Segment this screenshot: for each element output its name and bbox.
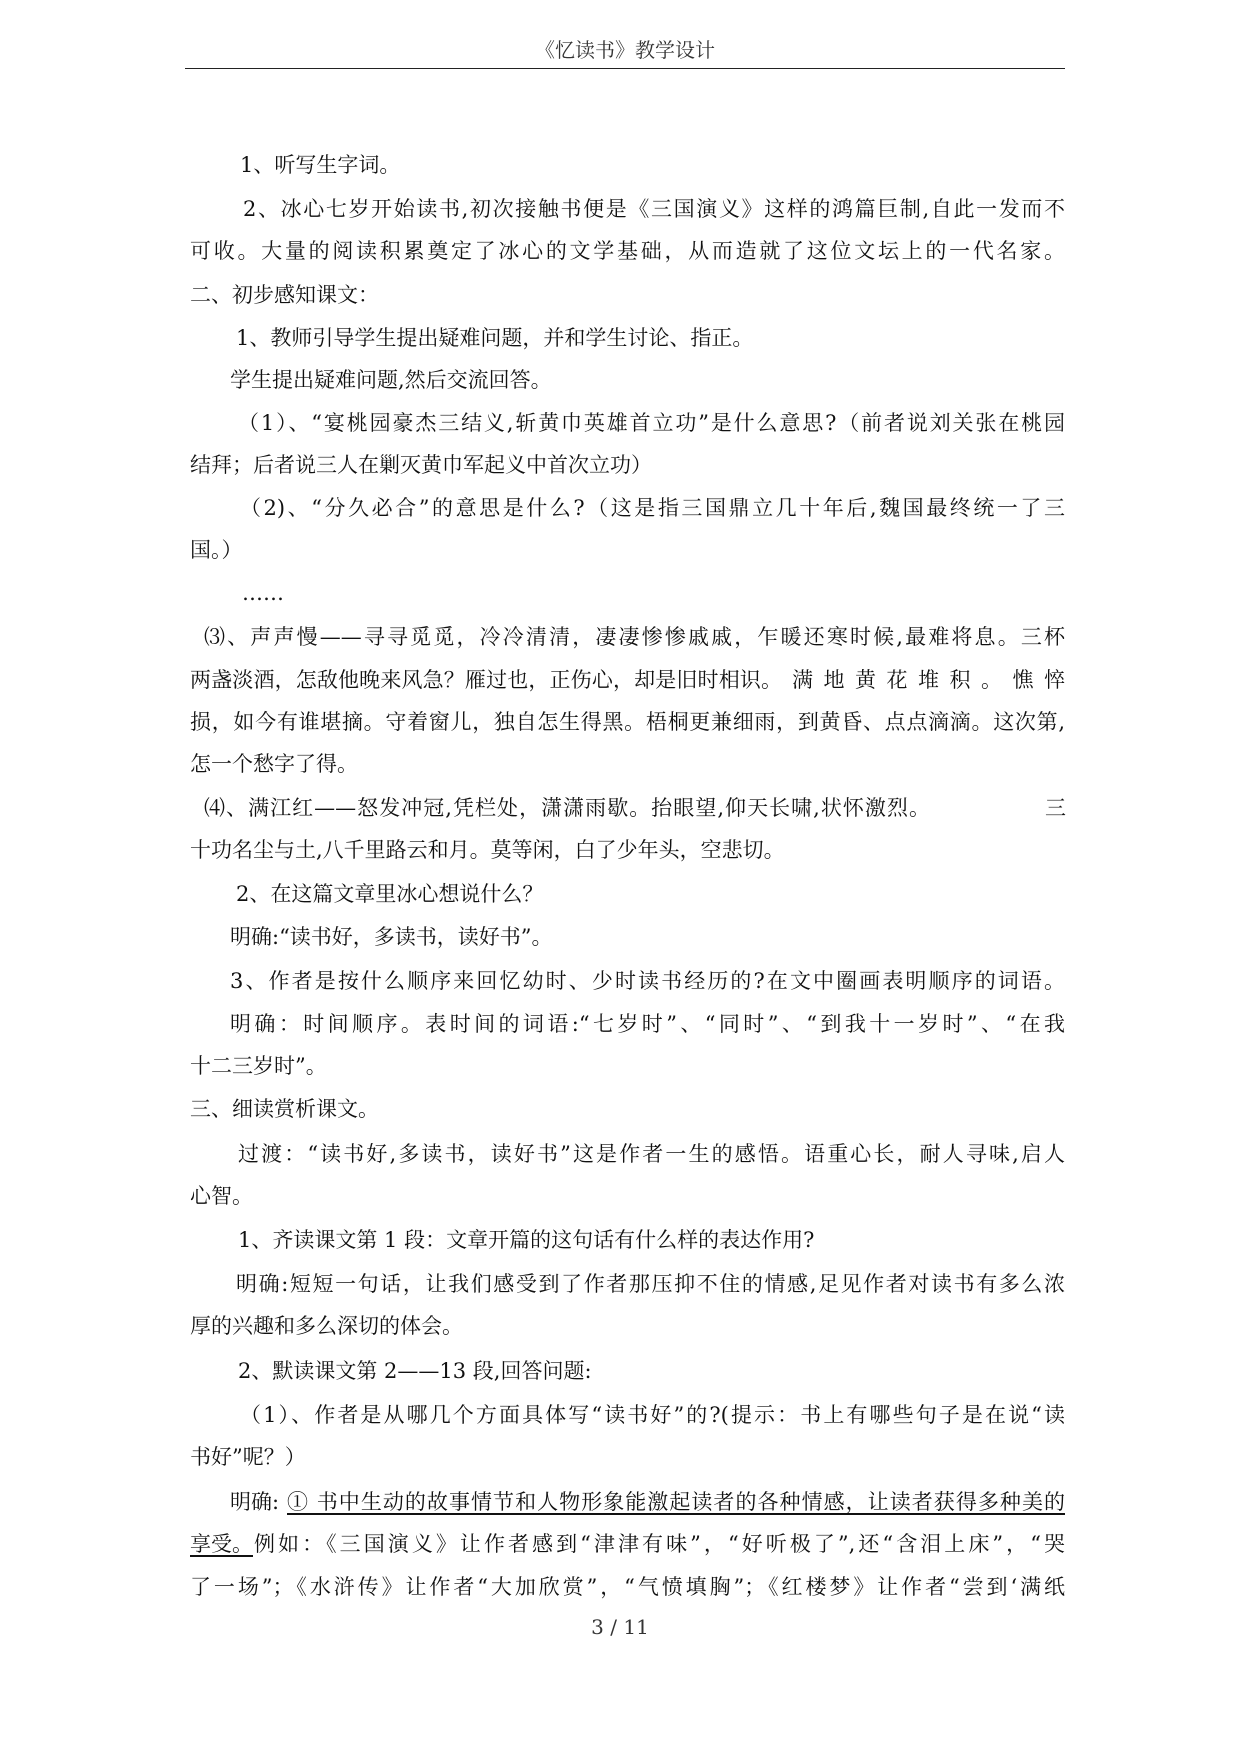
body-line: 国。） bbox=[190, 538, 243, 562]
body-line: 厚的兴趣和多么深切的体会。 bbox=[190, 1314, 463, 1338]
body-line: 了一场”；《水浒传》让作者“大加欣赏”，“气愤填胸”；《红楼梦》让作者“尝到‘满纸 bbox=[190, 1575, 1065, 1599]
section-heading: 二、初步感知课文： bbox=[190, 283, 379, 307]
body-line: 满地黄花堆积。憔悴 bbox=[792, 668, 1065, 692]
body-line: 损，如今有谁堪摘。守着窗儿，独自怎生得黑。梧桐更兼细雨，到黄昏、点点滴滴。这次第, bbox=[190, 710, 1065, 734]
body-line: 两盏淡酒，怎敌他晚来风急？雁过也，正伤心，却是旧时相识。 bbox=[190, 668, 782, 692]
body-line: 1、齐读课文第 1 段：文章开篇的这句话有什么样的表达作用? bbox=[238, 1228, 815, 1252]
body-line: 怎一个愁字了得。 bbox=[190, 752, 358, 776]
section-heading: 三、细读赏析课文。 bbox=[190, 1097, 379, 1121]
body-line: 例如：《三国演义》让作者感到“津津有味”，“好听极了”,还“含泪上床”，“哭 bbox=[254, 1532, 1065, 1556]
ellipsis: …… bbox=[242, 581, 284, 605]
body-line: 书好”呢？） bbox=[190, 1445, 306, 1469]
body-line: （1）、“宴桃园豪杰三结义,斩黄巾英雄首立功”是什么意思?（前者说刘关张在桃园 bbox=[238, 411, 1065, 435]
body-line: 过渡：“读书好,多读书，读好书”这是作者一生的感悟。语重心长，耐人寻味,启人 bbox=[238, 1142, 1065, 1166]
body-line: ⑷、满江红——怒发冲冠,凭栏处，潇潇雨歇。抬眼望,仰天长啸,状怀激烈。 bbox=[204, 796, 930, 820]
body-line: 明确: bbox=[230, 1490, 280, 1514]
underlined-answer: ① 书中生动的故事情节和人物形象能激起读者的各种情感，让读者获得多种美的 bbox=[287, 1490, 1065, 1514]
body-line: 2、在这篇文章里冰心想说什么？ bbox=[236, 882, 544, 906]
body-line: 2、冰心七岁开始读书,初次接触书便是《三国演义》这样的鸿篇巨制,自此一发而不 bbox=[243, 197, 1065, 221]
body-line: 1、听写生字词。 bbox=[240, 153, 401, 177]
body-line: 明确:“读书好，多读书，读好书”。 bbox=[230, 925, 553, 949]
body-line: 3、作者是按什么顺序来回忆幼时、少时读书经历的?在文中圈画表明顺序的词语。 bbox=[230, 969, 1065, 993]
body-line: ⑶、声声慢——寻寻觅觅，冷冷清清，凄凄惨惨戚戚，乍暖还寒时候,最难将息。三杯 bbox=[204, 625, 1065, 649]
body-line: 可收。大量的阅读积累奠定了冰心的文学基础，从而造就了这位文坛上的一代名家。 bbox=[190, 239, 1065, 263]
body-line: 1、教师引导学生提出疑难问题，并和学生讨论、指正。 bbox=[236, 326, 754, 350]
body-line: 明确：时间顺序。表时间的词语:“七岁时”、“同时”、“到我十一岁时”、“在我 bbox=[230, 1012, 1065, 1036]
body-line: 十功名尘与土,八千里路云和月。莫等闲，白了少年头，空悲切。 bbox=[190, 838, 785, 862]
body-line: 三 bbox=[1045, 796, 1066, 820]
underlined-answer: 享受。 bbox=[190, 1532, 253, 1556]
body-line: （2)、“分久必合”的意思是什么?（这是指三国鼎立几十年后,魏国最终统一了三 bbox=[240, 496, 1065, 520]
header-divider bbox=[185, 68, 1065, 69]
body-line: 学生提出疑难问题,然后交流回答。 bbox=[230, 368, 552, 392]
body-line: 十二三岁时”。 bbox=[190, 1054, 327, 1078]
body-line: 结拜；后者说三人在剿灭黄巾军起义中首次立功） bbox=[190, 453, 652, 477]
body-line: 明确:短短一句话，让我们感受到了作者那压抑不住的情感,足见作者对读书有多么浓 bbox=[236, 1272, 1065, 1296]
body-line: 2、默读课文第 2——13 段,回答问题: bbox=[238, 1359, 592, 1383]
body-line: 心智。 bbox=[190, 1184, 253, 1208]
page-number: 3 / 11 bbox=[591, 1615, 649, 1639]
body-line: （1）、作者是从哪几个方面具体写“读书好”的?(提示：书上有哪些句子是在说“读 bbox=[240, 1403, 1065, 1427]
document-title: 《忆读书》教学设计 bbox=[535, 38, 715, 62]
